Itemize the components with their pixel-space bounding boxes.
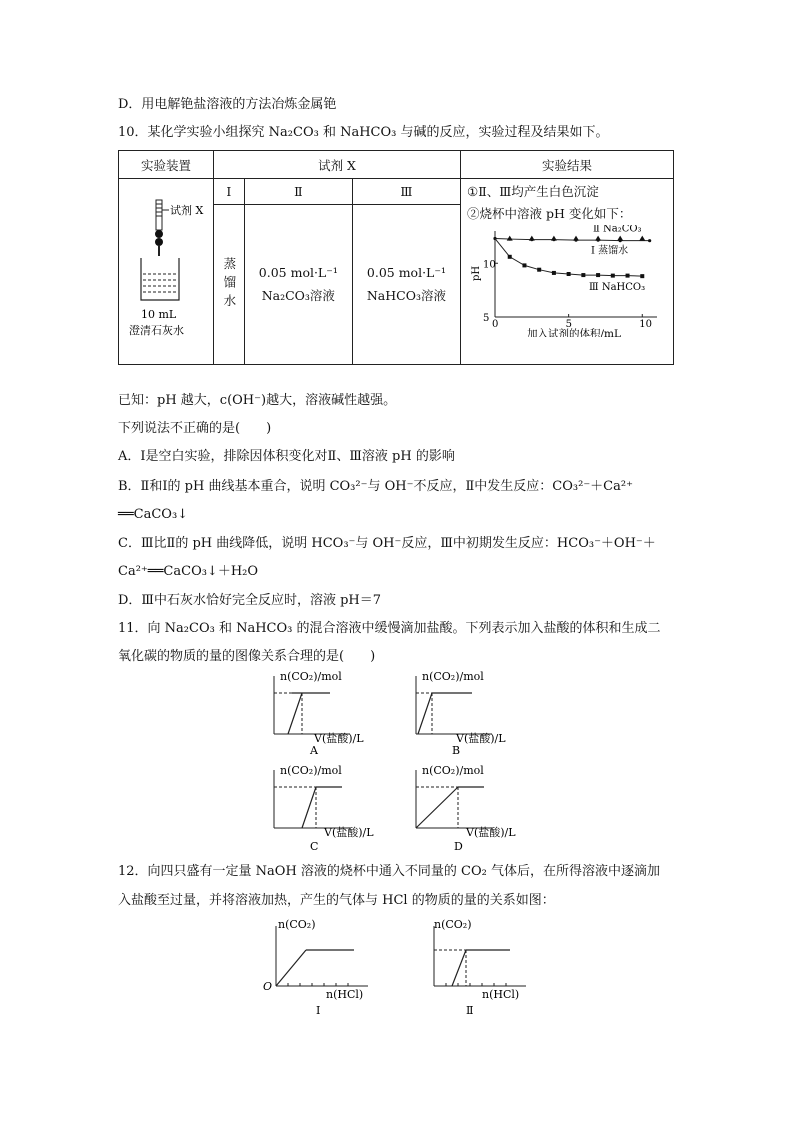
apparatus-cell	[119, 179, 214, 365]
q12-2-xlabel: n(HCl)	[482, 988, 520, 1001]
q12-1-xlabel: n(HCl)	[326, 988, 364, 1001]
x-axis-label: 加入试剂的体积/mL	[527, 328, 621, 337]
series-water-label: Ⅰ 蒸馏水	[591, 245, 629, 257]
q10-option-c-1: C．Ⅲ比Ⅱ的 pH 曲线降低，说明 HCO₃⁻与 OH⁻反应，Ⅲ中初期发生反应：HCO₃⁻＋OH⁻＋	[118, 536, 656, 551]
q12-graphs	[258, 914, 548, 1018]
q11-graph-a	[274, 670, 364, 757]
experiment-table	[118, 150, 674, 365]
q12-1-label: Ⅰ	[316, 1004, 321, 1017]
x-tick-label: 0	[492, 319, 499, 330]
series-nahco3-line	[495, 239, 642, 277]
series-nahco3-point	[567, 272, 571, 276]
q12-2-label: Ⅱ	[466, 1004, 474, 1017]
series-nahco3-point	[581, 273, 585, 277]
x-tick-label: 5	[565, 319, 573, 330]
q11-c-ylabel: n(CO₂)/mol	[280, 764, 342, 777]
q10-option-b-1: B．Ⅱ和Ⅰ的 pH 曲线基本重合，说明 CO₃²⁻与 OH⁻不反应，Ⅱ中发生反应：CO₃²⁻＋Ca²⁺	[118, 479, 633, 494]
q11-a-ylabel: n(CO₂)/mol	[280, 670, 342, 683]
q11-d-xlabel: V(盐酸)/L	[466, 826, 516, 839]
series-na2co3-point	[551, 236, 557, 241]
q9-option-d: D．用电解铯盐溶液的方法冶炼金属铯	[118, 97, 337, 112]
q11-b-xlabel: V(盐酸)/L	[456, 732, 506, 745]
q11-b-letter: B	[452, 744, 461, 757]
col-number-3: Ⅲ	[352, 179, 460, 205]
series-na2co3-point	[507, 236, 513, 241]
q11-graph-c	[274, 764, 374, 853]
result-1: ①Ⅱ、Ⅲ均产生白色沉淀	[467, 184, 599, 199]
result-cell	[461, 179, 674, 365]
na2co3-concentration: 0.05 mol·L⁻¹	[258, 265, 338, 280]
known-text: 已知：pH 越大，c(OH⁻)越大，溶液碱性越强。	[118, 393, 397, 408]
header-reagent: 试剂 X	[214, 151, 461, 179]
q12-graph-1	[263, 918, 368, 1017]
series-water-line	[495, 239, 650, 241]
q10-question: 下列说法不正确的是( )	[118, 421, 272, 436]
q12-1-origin: O	[263, 980, 273, 993]
q11-stem-1: 11．向 Na₂CO₃ 和 NaHCO₃ 的混合溶液中缓慢滴加盐酸。下列表示加入盐酸的体积和生成二	[118, 621, 661, 636]
reagent-na2co3	[244, 205, 352, 365]
reagent-water: 蒸馏水	[214, 205, 245, 365]
q11-d-letter: D	[454, 840, 463, 853]
reagent-nahco3	[352, 205, 460, 365]
series-nahco3-point	[552, 271, 556, 275]
series-na2co3-point	[529, 236, 535, 241]
series-nahco3-label: Ⅲ NaHCO₃	[589, 282, 646, 294]
y-tick-label: 10	[483, 259, 496, 271]
series-water-point	[648, 239, 651, 242]
y-tick-label: 5	[483, 313, 490, 324]
q10-option-c-2: Ca²⁺══CaCO₃↓＋H₂O	[118, 564, 259, 579]
na2co3-name: Na₂CO₃溶液	[261, 288, 335, 303]
series-na2co3-label: Ⅱ Na₂CO₃	[593, 225, 642, 235]
header-apparatus: 实验装置	[119, 151, 214, 179]
volume-label: 10 mL	[141, 308, 177, 321]
y-axis-label: pH	[471, 265, 482, 281]
q11-c-letter: C	[310, 840, 319, 853]
nahco3-name: NaHCO₃溶液	[366, 288, 446, 303]
q12-graph-2	[434, 918, 526, 1017]
q10-option-d: D．Ⅲ中石灰水恰好完全反应时，溶液 pH＝7	[118, 593, 382, 608]
col-number-1: Ⅰ	[214, 179, 245, 205]
series-na2co3-point	[595, 236, 601, 241]
q11-c-xlabel: V(盐酸)/L	[324, 826, 374, 839]
series-na2co3-point	[573, 236, 579, 241]
q12-2-ylabel: n(CO₂)	[434, 918, 472, 931]
series-nahco3-point	[522, 263, 526, 267]
series-nahco3-point	[596, 273, 600, 277]
q11-a-xlabel: V(盐酸)/L	[314, 732, 364, 745]
q11-b-ylabel: n(CO₂)/mol	[422, 670, 484, 683]
q12-stem-1: 12．向四只盛有一定量 NaOH 溶液的烧杯中通入不同量的 CO₂ 气体后，在所得溶液中逐滴加	[118, 864, 661, 879]
series-nahco3-point	[626, 274, 630, 278]
x-tick-label: 10	[639, 319, 653, 330]
q11-graph-b	[416, 670, 506, 757]
ph-chart	[461, 225, 671, 337]
apparatus-drawing	[119, 190, 213, 350]
header-result: 实验结果	[461, 151, 674, 179]
series-na2co3-point	[617, 236, 623, 241]
q11-stem-2: 氧化碳的物质的量的图像关系合理的是( )	[118, 649, 376, 664]
series-nahco3-point	[508, 255, 512, 259]
nahco3-concentration: 0.05 mol·L⁻¹	[366, 265, 446, 280]
series-na2co3-point	[639, 236, 645, 241]
q12-stem-2: 入盐酸至过量，并将溶液加热，产生的气体与 HCl 的物质的量的关系如图：	[118, 893, 555, 908]
q11-a-letter: A	[310, 744, 318, 757]
q10-option-a: A．Ⅰ是空白实验，排除因体积变化对Ⅱ、Ⅲ溶液 pH 的影响	[118, 449, 455, 464]
q12-1-ylabel: n(CO₂)	[278, 918, 316, 931]
q10-stem: 10．某化学实验小组探究 Na₂CO₃ 和 NaHCO₃ 与碱的反应，实验过程及结果如下。	[118, 125, 609, 140]
series-nahco3-point	[611, 274, 615, 278]
q11-graphs	[250, 668, 550, 858]
reagent-x-label: 试剂 X	[170, 204, 204, 217]
series-nahco3-point	[640, 274, 644, 278]
q11-graph-d	[416, 764, 516, 853]
result-2: ②烧杯中溶液 pH 变化如下：	[467, 206, 632, 221]
col-number-2: Ⅱ	[244, 179, 352, 205]
q11-d-ylabel: n(CO₂)/mol	[422, 764, 484, 777]
q10-option-b-2: ══CaCO₃↓	[118, 507, 189, 522]
limewater-label: 澄清石灰水	[129, 324, 184, 337]
series-nahco3-point	[537, 268, 541, 272]
